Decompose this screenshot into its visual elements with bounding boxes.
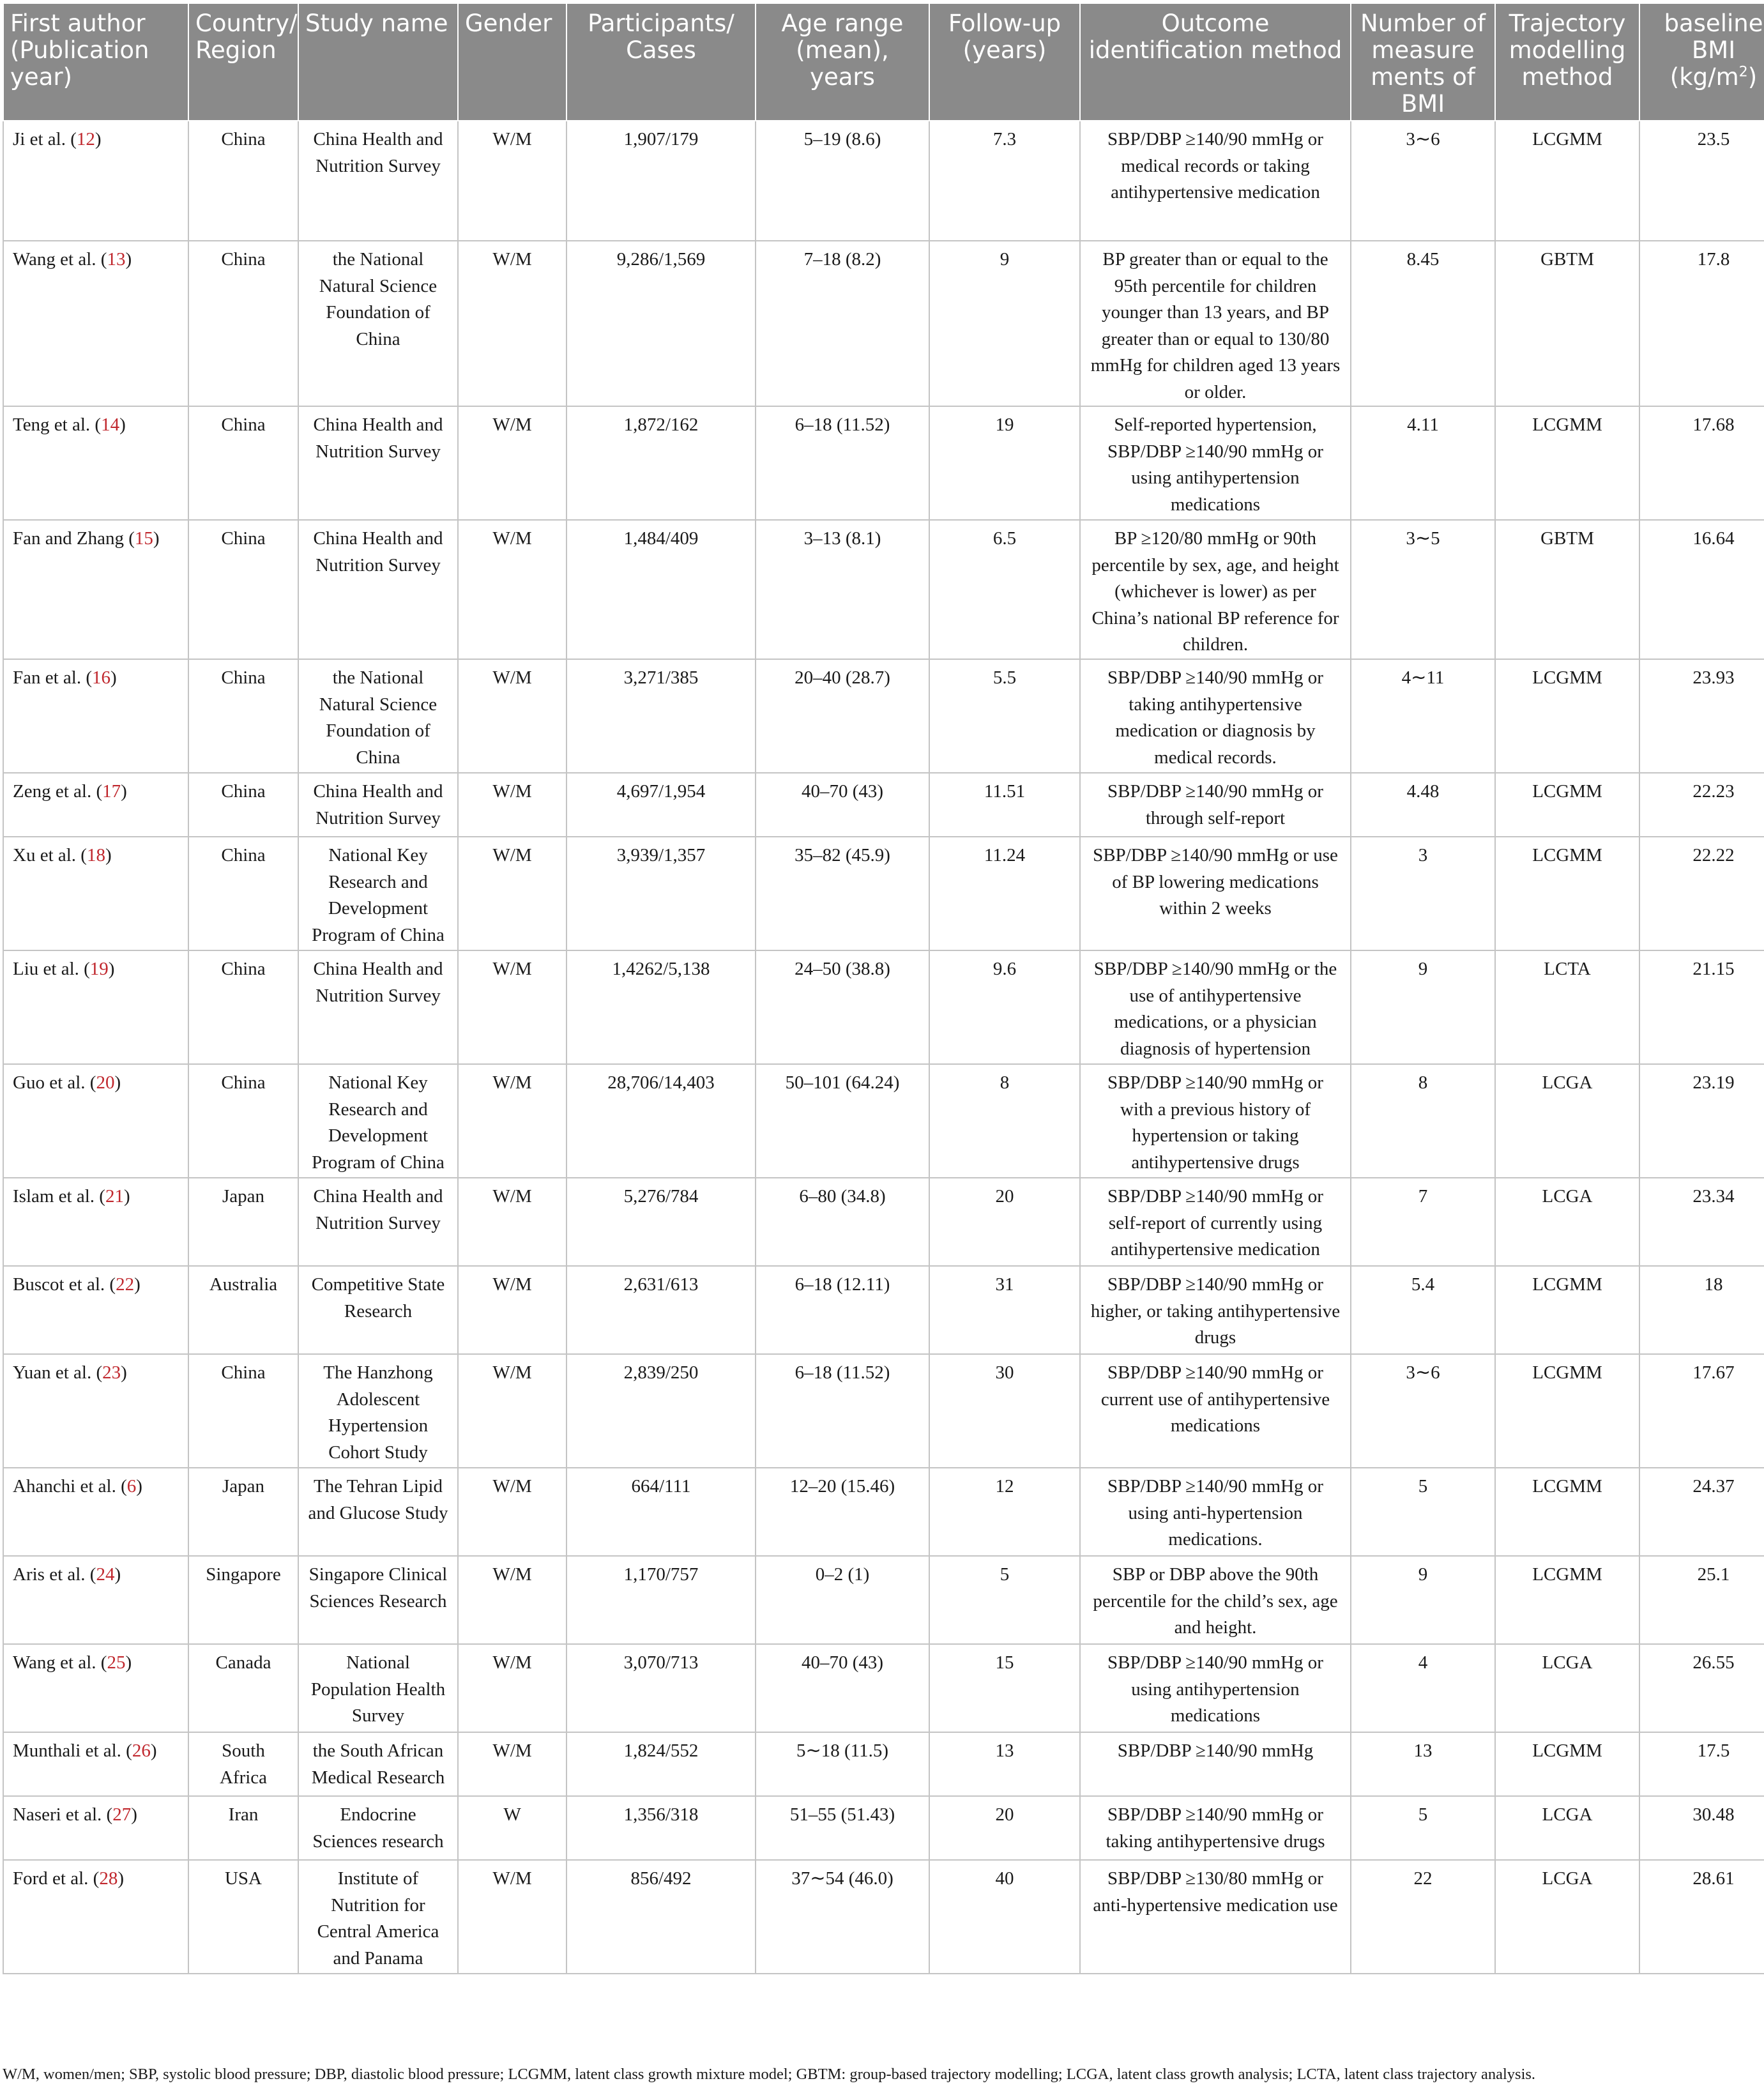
author-close-paren: ) [121,781,127,802]
cell-outcome-method: SBP/DBP ≥140/90 mmHg or use of BP lowering medications within 2 weeks [1080,837,1351,950]
author-name: Fan et al. ( [13,667,93,688]
author-name: Wang et al. ( [13,1652,107,1673]
author-name: Xu et al. ( [13,845,87,865]
cell-trajectory-method: LCGA [1495,1644,1639,1732]
cell-study-name: the South African Medical Research [298,1732,458,1796]
cell-study-name: National Key Research and Development Program of China [298,1064,458,1178]
cell-bmi-measurements: 5.4 [1351,1266,1495,1354]
cell-gender: W/M [458,1266,566,1354]
cell-gender: W [458,1796,566,1860]
cell-baseline-bmi: 24.37 [1639,1468,1764,1556]
cell-first-author [3,241,188,406]
cell-age-range: 7–18 (8.2) [756,241,929,406]
reference-link[interactable]: 26 [132,1741,151,1761]
cell-study-name: Institute of Nutrition for Central America and Panama [298,1860,458,1974]
cell-country: Iran [188,1796,298,1860]
author-name: Zeng et al. ( [13,781,103,802]
author-name: Ford et al. ( [13,1868,100,1889]
cell-gender: W/M [458,241,566,406]
cell-first-author [3,1468,188,1556]
cell-gender: W/M [458,773,566,837]
cell-age-range: 6–18 (11.52) [756,1354,929,1468]
header-bmi-close: ) [1747,63,1758,91]
cell-participants: 1,170/757 [566,1556,756,1644]
reference-link[interactable]: 22 [116,1274,135,1295]
cell-study-name: China Health and Nutrition Survey [298,1178,458,1266]
cell-bmi-measurements: 4∼11 [1351,659,1495,773]
author-close-paren: ) [118,1868,124,1889]
cell-gender: W/M [458,520,566,659]
reference-link[interactable]: 24 [96,1564,115,1585]
cell-gender: W/M [458,406,566,520]
cell-first-author [3,950,188,1064]
cell-follow-up: 31 [929,1266,1080,1354]
cell-participants: 3,070/713 [566,1644,756,1732]
cell-trajectory-method: LCGMM [1495,1732,1639,1796]
cell-first-author [3,1860,188,1974]
cell-bmi-measurements: 3∼6 [1351,121,1495,241]
cell-age-range: 20–40 (28.7) [756,659,929,773]
author-close-paren: ) [95,129,102,149]
cell-gender: W/M [458,950,566,1064]
cell-trajectory-method: GBTM [1495,520,1639,659]
cell-country: South Africa [188,1732,298,1796]
cell-age-range: 12–20 (15.46) [756,1468,929,1556]
cell-participants: 1,824/552 [566,1732,756,1796]
author-name: Aris et al. ( [13,1564,96,1585]
studies-table [3,3,1764,1974]
table-footnote: W/M, women/men; SBP, systolic blood pressure; DBP, diastolic blood pressure; LCGMM, latent class growth mixture model; GBTM: group-based trajectory modelling; LCGA, latent class growth analysis; LCTA, latent class trajectory analysis. [3,2066,1536,2083]
cell-study-name: The Tehran Lipid and Glucose Study [298,1468,458,1556]
table-row [3,1556,1764,1644]
cell-age-range: 0–2 (1) [756,1556,929,1644]
reference-link[interactable]: 27 [112,1804,132,1825]
cell-age-range: 40–70 (43) [756,1644,929,1732]
cell-country: China [188,950,298,1064]
cell-age-range: 50–101 (64.24) [756,1064,929,1178]
cell-first-author [3,773,188,837]
cell-follow-up: 11.24 [929,837,1080,950]
cell-trajectory-method: LCGMM [1495,837,1639,950]
cell-country: USA [188,1860,298,1974]
header-baseline-bmi [1639,3,1764,121]
cell-participants: 1,356/318 [566,1796,756,1860]
cell-gender: W/M [458,1644,566,1732]
cell-first-author [3,1266,188,1354]
cell-baseline-bmi: 16.64 [1639,520,1764,659]
table-row [3,121,1764,241]
reference-link[interactable]: 19 [89,959,109,979]
header-first-author: First author (Publication year) [3,3,188,121]
cell-baseline-bmi: 28.61 [1639,1860,1764,1974]
author-name: Wang et al. ( [13,249,107,270]
cell-follow-up: 15 [929,1644,1080,1732]
cell-participants: 1,484/409 [566,520,756,659]
cell-age-range: 6–18 (12.11) [756,1266,929,1354]
cell-country: Australia [188,1266,298,1354]
cell-participants: 856/492 [566,1860,756,1974]
cell-trajectory-method: GBTM [1495,241,1639,406]
cell-follow-up: 11.51 [929,773,1080,837]
cell-outcome-method: SBP/DBP ≥130/80 mmHg or anti-hypertensive medication use [1080,1860,1351,1974]
cell-bmi-measurements: 4.48 [1351,773,1495,837]
cell-age-range: 51–55 (51.43) [756,1796,929,1860]
cell-participants: 664/111 [566,1468,756,1556]
cell-follow-up: 9 [929,241,1080,406]
reference-link[interactable]: 14 [101,415,120,435]
cell-follow-up: 12 [929,1468,1080,1556]
cell-trajectory-method: LCGMM [1495,659,1639,773]
cell-country: China [188,773,298,837]
cell-gender: W/M [458,659,566,773]
table-row [3,1644,1764,1732]
cell-bmi-measurements: 22 [1351,1860,1495,1974]
reference-link[interactable]: 28 [99,1868,118,1889]
cell-first-author [3,659,188,773]
cell-trajectory-method: LCTA [1495,950,1639,1064]
cell-study-name: China Health and Nutrition Survey [298,773,458,837]
author-close-paren: ) [114,1072,121,1093]
table-row [3,773,1764,837]
cell-age-range: 24–50 (38.8) [756,950,929,1064]
table-row [3,406,1764,520]
cell-age-range: 35–82 (45.9) [756,837,929,950]
table-row [3,520,1764,659]
cell-study-name: China Health and Nutrition Survey [298,520,458,659]
cell-outcome-method: SBP/DBP ≥140/90 mmHg or taking antihypertensive drugs [1080,1796,1351,1860]
cell-outcome-method: SBP/DBP ≥140/90 mmHg or through self-report [1080,773,1351,837]
author-name: Munthali et al. ( [13,1741,132,1761]
header-participants: Participants/ Cases [566,3,756,121]
cell-study-name: China Health and Nutrition Survey [298,406,458,520]
cell-first-author [3,1178,188,1266]
header-row [3,3,1764,121]
cell-first-author [3,1732,188,1796]
table-row [3,950,1764,1064]
author-close-paren: ) [125,1652,132,1673]
reference-link[interactable]: 13 [107,249,126,270]
reference-link[interactable]: 6 [126,1476,137,1497]
cell-baseline-bmi: 25.1 [1639,1556,1764,1644]
cell-outcome-method: SBP/DBP ≥140/90 mmHg or taking antihypertensive medication or diagnosis by medical records. [1080,659,1351,773]
cell-bmi-measurements: 13 [1351,1732,1495,1796]
cell-baseline-bmi: 23.93 [1639,659,1764,773]
cell-participants: 4,697/1,954 [566,773,756,837]
cell-trajectory-method: LCGA [1495,1178,1639,1266]
cell-bmi-measurements: 4.11 [1351,406,1495,520]
cell-bmi-measurements: 5 [1351,1796,1495,1860]
reference-link[interactable]: 25 [107,1652,126,1673]
cell-study-name: the National Natural Science Foundation of China [298,241,458,406]
cell-outcome-method: BP greater than or equal to the 95th percentile for children younger than 13 years, and BP greater than or equal to 130/80 mmHg for children aged 13 years or older. [1080,241,1351,406]
cell-follow-up: 6.5 [929,520,1080,659]
cell-participants: 9,286/1,569 [566,241,756,406]
cell-outcome-method: SBP/DBP ≥140/90 mmHg or using antihypertension medications [1080,1644,1351,1732]
cell-follow-up: 20 [929,1178,1080,1266]
cell-bmi-measurements: 9 [1351,1556,1495,1644]
cell-outcome-method: BP ≥120/80 mmHg or 90th percentile by sex, age, and height (whichever is lower) as per China’s national BP reference for children. [1080,520,1351,659]
cell-participants: 3,939/1,357 [566,837,756,950]
reference-link[interactable]: 12 [76,129,95,149]
table-row [3,1860,1764,1974]
cell-trajectory-method: LCGA [1495,1860,1639,1974]
cell-outcome-method: SBP/DBP ≥140/90 mmHg or the use of antihypertensive medications, or a physician diagnosis of hypertension [1080,950,1351,1064]
cell-first-author [3,406,188,520]
cell-first-author [3,1556,188,1644]
author-close-paren: ) [134,1274,141,1295]
cell-country: China [188,406,298,520]
cell-trajectory-method: LCGMM [1495,121,1639,241]
table-row [3,241,1764,406]
cell-country: China [188,241,298,406]
cell-country: China [188,121,298,241]
header-age-range: Age range (mean), years [756,3,929,121]
cell-bmi-measurements: 5 [1351,1468,1495,1556]
cell-baseline-bmi: 26.55 [1639,1644,1764,1732]
author-name: Ji et al. ( [13,129,77,149]
author-close-paren: ) [125,249,132,270]
cell-outcome-method: SBP/DBP ≥140/90 mmHg or medical records or taking antihypertensive medication [1080,121,1351,241]
cell-trajectory-method: LCGMM [1495,773,1639,837]
table-row [3,1732,1764,1796]
cell-baseline-bmi: 17.67 [1639,1354,1764,1468]
header-country: Country/ Region [188,3,298,121]
cell-baseline-bmi: 21.15 [1639,950,1764,1064]
header-study-name: Study name [298,3,458,121]
table-body [3,121,1764,1974]
cell-outcome-method: SBP/DBP ≥140/90 mmHg [1080,1732,1351,1796]
header-bmi-text: baseline BMI (kg/m [1664,10,1763,91]
cell-trajectory-method: LCGMM [1495,1266,1639,1354]
cell-first-author [3,520,188,659]
cell-outcome-method: SBP or DBP above the 90th percentile for the child’s sex, age and height. [1080,1556,1351,1644]
cell-age-range: 3–13 (8.1) [756,520,929,659]
cell-country: China [188,837,298,950]
cell-follow-up: 20 [929,1796,1080,1860]
cell-country: China [188,1354,298,1468]
cell-study-name: The Hanzhong Adolescent Hypertension Cohort Study [298,1354,458,1468]
cell-first-author [3,1064,188,1178]
cell-participants: 2,631/613 [566,1266,756,1354]
cell-gender: W/M [458,1354,566,1468]
author-close-paren: ) [150,1741,157,1761]
cell-gender: W/M [458,1860,566,1974]
cell-first-author [3,1796,188,1860]
table-row [3,659,1764,773]
author-name: Yuan et al. ( [13,1362,103,1383]
cell-participants: 2,839/250 [566,1354,756,1468]
author-close-paren: ) [108,959,115,979]
author-close-paren: ) [121,1362,127,1383]
cell-country: China [188,1064,298,1178]
cell-country: China [188,659,298,773]
reference-link[interactable]: 17 [102,781,121,802]
cell-follow-up: 9.6 [929,950,1080,1064]
cell-participants: 1,872/162 [566,406,756,520]
cell-gender: W/M [458,837,566,950]
cell-trajectory-method: LCGA [1495,1796,1639,1860]
cell-baseline-bmi: 18 [1639,1266,1764,1354]
cell-trajectory-method: LCGMM [1495,406,1639,520]
cell-baseline-bmi: 30.48 [1639,1796,1764,1860]
author-close-paren: ) [110,667,117,688]
cell-country: Singapore [188,1556,298,1644]
cell-first-author [3,1354,188,1468]
cell-first-author [3,1644,188,1732]
cell-outcome-method: SBP/DBP ≥140/90 mmHg or self-report of currently using antihypertensive medication [1080,1178,1351,1266]
table-row [3,1064,1764,1178]
header-bmi-sup: 2 [1738,63,1748,80]
cell-bmi-measurements: 4 [1351,1644,1495,1732]
cell-study-name: Endocrine Sciences research [298,1796,458,1860]
table-row [3,1354,1764,1468]
cell-follow-up: 40 [929,1860,1080,1974]
cell-age-range: 5∼18 (11.5) [756,1732,929,1796]
cell-gender: W/M [458,1732,566,1796]
cell-follow-up: 19 [929,406,1080,520]
cell-gender: W/M [458,1556,566,1644]
reference-link[interactable]: 16 [92,667,111,688]
cell-participants: 28,706/14,403 [566,1064,756,1178]
cell-baseline-bmi: 17.8 [1639,241,1764,406]
header-trajectory-method: Trajectory modelling method [1495,3,1639,121]
cell-follow-up: 5 [929,1556,1080,1644]
cell-follow-up: 30 [929,1354,1080,1468]
author-close-paren: ) [119,415,126,435]
cell-outcome-method: SBP/DBP ≥140/90 mmHg or higher, or taking antihypertensive drugs [1080,1266,1351,1354]
cell-gender: W/M [458,1468,566,1556]
cell-baseline-bmi: 17.68 [1639,406,1764,520]
cell-trajectory-method: LCGMM [1495,1468,1639,1556]
author-name: Liu et al. ( [13,959,90,979]
cell-study-name: National Key Research and Development Program of China [298,837,458,950]
cell-gender: W/M [458,121,566,241]
cell-study-name: Singapore Clinical Sciences Research [298,1556,458,1644]
author-close-paren: ) [131,1804,137,1825]
cell-study-name: the National Natural Science Foundation of China [298,659,458,773]
cell-trajectory-method: LCGA [1495,1064,1639,1178]
header-outcome-method: Outcome identification method [1080,3,1351,121]
author-name: Fan and Zhang ( [13,528,135,549]
table-row [3,1796,1764,1860]
cell-baseline-bmi: 23.19 [1639,1064,1764,1178]
cell-participants: 1,4262/5,138 [566,950,756,1064]
cell-outcome-method: SBP/DBP ≥140/90 mmHg or with a previous history of hypertension or taking antihypertensive drugs [1080,1064,1351,1178]
cell-follow-up: 13 [929,1732,1080,1796]
cell-bmi-measurements: 8 [1351,1064,1495,1178]
cell-outcome-method: SBP/DBP ≥140/90 mmHg or using anti-hypertension medications. [1080,1468,1351,1556]
cell-gender: W/M [458,1064,566,1178]
cell-participants: 3,271/385 [566,659,756,773]
reference-link[interactable]: 15 [134,528,153,549]
cell-follow-up: 7.3 [929,121,1080,241]
cell-outcome-method: SBP/DBP ≥140/90 mmHg or current use of antihypertensive medications [1080,1354,1351,1468]
cell-study-name: China Health and Nutrition Survey [298,121,458,241]
cell-participants: 5,276/784 [566,1178,756,1266]
cell-age-range: 6–18 (11.52) [756,406,929,520]
author-close-paren: ) [114,1564,121,1585]
reference-link[interactable]: 21 [105,1186,124,1207]
author-name: Guo et al. ( [13,1072,96,1093]
cell-trajectory-method: LCGMM [1495,1556,1639,1644]
cell-gender: W/M [458,1178,566,1266]
cell-bmi-measurements: 3 [1351,837,1495,950]
author-close-paren: ) [105,845,112,865]
reference-link[interactable]: 18 [86,845,105,865]
author-name: Ahanchi et al. ( [13,1476,127,1497]
cell-country: Canada [188,1644,298,1732]
author-name: Buscot et al. ( [13,1274,116,1295]
cell-follow-up: 5.5 [929,659,1080,773]
cell-first-author [3,837,188,950]
cell-bmi-measurements: 3∼6 [1351,1354,1495,1468]
cell-bmi-measurements: 9 [1351,950,1495,1064]
cell-baseline-bmi: 22.23 [1639,773,1764,837]
cell-baseline-bmi: 23.5 [1639,121,1764,241]
cell-bmi-measurements: 3∼5 [1351,520,1495,659]
header-gender: Gender [458,3,566,121]
cell-study-name: Competitive State Research [298,1266,458,1354]
cell-study-name: China Health and Nutrition Survey [298,950,458,1064]
table-row [3,1178,1764,1266]
cell-baseline-bmi: 17.5 [1639,1732,1764,1796]
table-row [3,1266,1764,1354]
cell-study-name: National Population Health Survey [298,1644,458,1732]
header-follow-up: Follow-up (years) [929,3,1080,121]
author-name: Islam et al. ( [13,1186,105,1207]
cell-country: China [188,520,298,659]
cell-age-range: 5–19 (8.6) [756,121,929,241]
cell-participants: 1,907/179 [566,121,756,241]
cell-baseline-bmi: 22.22 [1639,837,1764,950]
table-row [3,837,1764,950]
author-close-paren: ) [123,1186,130,1207]
cell-outcome-method: Self-reported hypertension, SBP/DBP ≥140/90 mmHg or using antihypertension medications [1080,406,1351,520]
cell-follow-up: 8 [929,1064,1080,1178]
cell-age-range: 37∼54 (46.0) [756,1860,929,1974]
author-close-paren: ) [136,1476,142,1497]
author-close-paren: ) [153,528,160,549]
table-row [3,1468,1764,1556]
author-name: Teng et al. ( [13,415,102,435]
reference-link[interactable]: 23 [102,1362,121,1383]
cell-bmi-measurements: 7 [1351,1178,1495,1266]
cell-age-range: 6–80 (34.8) [756,1178,929,1266]
cell-bmi-measurements: 8.45 [1351,241,1495,406]
cell-country: Japan [188,1178,298,1266]
cell-country: Japan [188,1468,298,1556]
cell-baseline-bmi: 23.34 [1639,1178,1764,1266]
header-bmi-measurements: Number of measure ments of BMI [1351,3,1495,121]
cell-age-range: 40–70 (43) [756,773,929,837]
author-name: Naseri et al. ( [13,1804,113,1825]
cell-trajectory-method: LCGMM [1495,1354,1639,1468]
reference-link[interactable]: 20 [96,1072,115,1093]
cell-first-author [3,121,188,241]
